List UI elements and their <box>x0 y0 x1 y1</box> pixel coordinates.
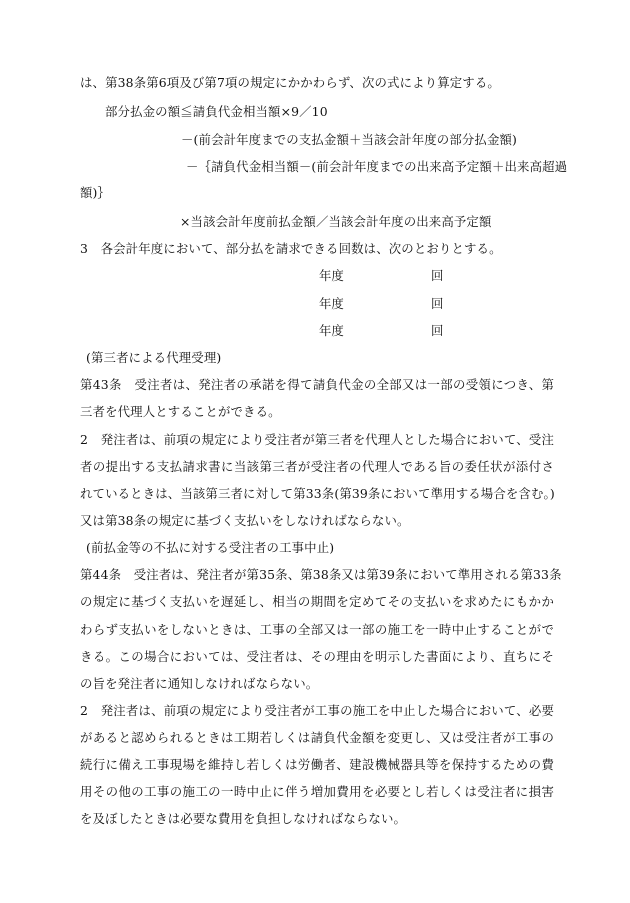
year-label: 年度 <box>319 268 344 283</box>
formula-intro-line: は、第38条第6項及び第7項の規定にかかわらず、次の式により算定する。 <box>80 75 500 90</box>
article-44-line: の旨を発注者に通知しなければならない。 <box>80 676 319 691</box>
article-44-line: の規定に基づく支払いを遅延し、相当の期間を定めてその支払いを求めたにもかか <box>80 594 554 609</box>
formula-line-3: －｛請負代金相当額－(前会計年度までの出来高予定額＋出来高超過 <box>186 159 568 174</box>
article-44-line: 用その他の工事の施工の一時中止に伴う増加費用を必要とし若しくは受注者に損害 <box>80 784 554 799</box>
year-label: 年度 <box>319 323 344 338</box>
payment-count-row <box>319 296 344 312</box>
article-43-line: 又は第38条の規定に基づく支払いをしなければならない。 <box>80 513 410 528</box>
count-label: 回 <box>431 296 444 311</box>
article-44-line: わらず支払いをしないときは、工事の全部又は一部の施工を一時中止することがで <box>80 622 554 637</box>
article-43-line: 第43条 受注者は、発注者の承諾を得て請負代金の全部又は一部の受領につき、第 <box>80 377 554 392</box>
article-44-line: があると認められるときは工期若しくは請負代金額を変更し、又は受注者が工事の <box>80 730 554 745</box>
formula-line-1: 部分払金の額≦請負代金相当額×9／10 <box>105 104 328 119</box>
count-label: 回 <box>431 268 444 283</box>
count-label: 回 <box>431 323 444 338</box>
article-43-line: 者の提出する支払請求書に当該第三者が受注者の代理人である旨の委任状が添付さ <box>80 459 554 474</box>
paragraph-3-line: 3 各会計年度において、部分払を請求できる回数は、次のとおりとする。 <box>80 241 502 256</box>
payment-count-row-count <box>431 323 443 339</box>
article-43-line: れているときは、当該第三者に対して第33条(第39条において準用する場合を含む。) <box>80 486 555 501</box>
article-43-line: 三者を代理人とすることができる。 <box>80 404 281 419</box>
formula-line-2: －(前会計年度までの支払金額＋当該会計年度の部分払金額) <box>181 132 518 147</box>
article-44-heading: (前払金等の不払に対する受注者の工事中止) <box>86 540 335 555</box>
payment-count-row <box>319 323 344 339</box>
article-44-line: 第44条 受注者は、発注者が第35条、第38条又は第39条において準用される第33条 <box>80 567 562 582</box>
article-44-line: 続行に備え工事現場を維持し若しくは労働者、建設機械器具等を保持するための費 <box>80 757 554 772</box>
formula-line-4: ×当該会計年度前払金額／当該会計年度の出来高予定額 <box>180 214 492 229</box>
article-43-line: 2 発注者は、前項の規定により受注者が第三者を代理人とした場合において、受注 <box>80 432 554 447</box>
payment-count-row-count <box>431 296 443 312</box>
payment-count-row-count <box>431 268 443 284</box>
article-44-line: を及ぼしたときは必要な費用を負担しなければならない。 <box>80 811 407 826</box>
formula-line-3-cont: 額)｝ <box>80 185 111 200</box>
article-43-heading: (第三者による代理受理) <box>86 350 222 365</box>
article-44-line: 2 発注者は、前項の規定により受注者が工事の施工を中止した場合において、必要 <box>80 703 554 718</box>
year-label: 年度 <box>319 296 344 311</box>
payment-count-row <box>319 268 344 284</box>
article-44-line: きる。この場合においては、受注者は、その理由を明示した書面により、直ちにそ <box>80 649 554 664</box>
